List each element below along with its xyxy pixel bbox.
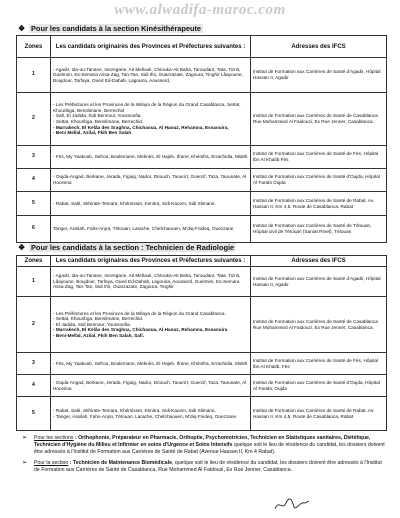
province-list <box>51 93 251 146</box>
zone-number: 2 <box>17 93 51 146</box>
province-line: - Les Préfectures et les Provinces de la Wilaya de la Région du Grand Casablanca. <box>53 310 226 316</box>
province-line: - El Jadida, Sidi Bennour, Youssoufia. <box>53 321 131 327</box>
zone-number: 2 <box>17 297 51 353</box>
province-line: - Les Préfectures et les Provinces de la Wilaya de la Région du Grand Casablanca, Settat, Khouribga, Benslimane, Berrechid <box>53 102 241 113</box>
province-line: - Rabat, Salé, Skhirate-Temara, Khémisset, Kenitra, Sidi-Kacem, Sidi Slimane, <box>53 407 216 413</box>
arrow-bullet-icon: ➢ <box>22 459 28 466</box>
table-row <box>17 297 387 353</box>
province-list <box>51 397 251 431</box>
table-row <box>17 216 387 243</box>
institute-address: Institut de Formation aux Carrières de Santé de Rabat, Av. Hassan II, Km 4,5, Route de Casablanca, Rabat <box>251 397 387 431</box>
footer-notes <box>22 435 386 477</box>
table-row <box>17 169 387 192</box>
section-title-text: Pour les candidats à la section Kinésithérapeute <box>31 24 202 33</box>
zone-number: 3 <box>17 353 51 375</box>
footer-sections: : Orthophonie, Préparateur en Pharmacie, Orthoptie, Psychomotricien, Technicien en Statistiques sanitaires, Diététique, Technicien d'Hygiène du Milieu et Infirmier en soins d'Urgence et Soins Intensifs <box>34 435 371 449</box>
table-row <box>17 146 387 169</box>
table-row <box>17 397 387 431</box>
province-list <box>51 169 251 192</box>
province-list <box>51 216 251 243</box>
table-row <box>17 58 387 93</box>
province-line: - Fès, My Yaakoub, Sefrou, Boulemane, Meknès, El Hajeb, Ifrane, Khénifra, Errachidia, Midelt <box>53 360 248 366</box>
province-line: - Agadir, Ida-ou-Tanane, Inezegane, Ait Mellouk, Chtouka-Ait Baha, Taroudant, Tata, Tiznit, Guelmim, Es-Semara Assa-Zag, Tan-Tan, Sidi Ifni, Ouarzazate, Zagoura, Tinghir Lâayoune, Boujdour, Tarfaya, Oued Ed-Dahab, Lagouira, Aousserd, <box>53 66 243 83</box>
table-row <box>17 93 387 146</box>
province-list <box>51 267 251 297</box>
institute-address: Institut de Formation aux Carrières de Santé de Casablanca Rue Mohammed Al Faidouzi, Ex Rue Jenner, Casablanca. <box>251 297 387 353</box>
institute-address: Institut de Formation aux Carrières de Santé d'Oujda, Hôpital Al Farabi, Oujda <box>251 375 387 397</box>
footer-paragraph <box>22 459 386 474</box>
footer-lead: Pour les sections <box>34 435 74 441</box>
province-list <box>51 58 251 93</box>
province-line: - Agadir, Ida-ou-Tanane, Inezegane, Ait Mellouk, Chtouka-Ait Baha, Taroudant, Tata, Tiznit, Lâayoune, Boujdour, Tarfaya, Oued Ed-Dahab, Lagouira, Aousserd, Guelmim, Es-Semara Assa-Zag, Tan-Tan, Sidi Ifni, Ouarzazate, Zagoura, Tinghir <box>53 273 241 290</box>
radiologie-table <box>16 255 387 431</box>
province-line: Tanger, Assilah, Fahs-Anjra, Tétouan, Larache, Chefchaouen, M'diq-Fnideq, Ouezzane <box>53 226 234 232</box>
province-line: - Fès, My Yaakoub, Sefrou, Boulemane, Meknès, El Hajeb, Ifrane, Khénifra, Errachidia, Midelt <box>53 154 248 160</box>
footer-text: , quelque soit le lieu de résidence du candidat, les dossiers doivent être adressés à l'Institut de Formation aux Carrières de Santé de Casablanca, Rue Mohammed Al Faidouzi, Ex Rue Jenner, Casablanca. <box>34 459 382 473</box>
diamond-bullet-icon: ❖ <box>18 243 26 252</box>
province-line: - Settat, Khouribga, Benslimane, Berrechid. <box>53 119 144 124</box>
section-title-text: Pour les candidats à la section : Technicien de Radiologie <box>31 243 235 252</box>
zone-number: 1 <box>17 58 51 93</box>
header-provinces: Les candidats originaires des Provinces et Préfectures suivantes : <box>51 256 251 267</box>
section-title-radiologie <box>18 243 236 252</box>
zone-number: 4 <box>17 169 51 192</box>
header-institutes: Adresses des IFCS <box>251 36 387 58</box>
province-line: - Tanger, Assilah, Fahs-Anjra, Tétouan, Larache, Chefchaouen, M'diq-Fnideq, Ouezzane <box>53 413 237 419</box>
province-line: - Safi, El Jadida, Sidi Bennour, Youssoufia. <box>53 113 142 119</box>
zone-number: 6 <box>17 216 51 243</box>
province-list <box>51 297 251 353</box>
footer-paragraph <box>22 435 386 457</box>
header-institutes: Adresses des IFCS <box>251 256 387 267</box>
province-list <box>51 146 251 169</box>
institute-address: Institut de Formation aux Carrières de Santé de Tétouan, Hôpital civil de Tétouan (Saniat Rmel), Tétouan <box>251 216 387 243</box>
province-line: - Beni-Mellal, Azilal, Fkih Ben Salah, Safi. <box>53 332 144 338</box>
province-list <box>51 192 251 216</box>
province-line: - Marrakech, El Kelâa des Sraghna, Chichaoua, Al Haouz, Rehamna, Essaouira <box>53 327 228 333</box>
header-provinces: Les candidats originaires des Provinces et Préfectures suivantes : <box>51 36 251 58</box>
province-list <box>51 353 251 375</box>
footer-sections: : Technicien de Maintenance Biomédicale <box>68 459 173 466</box>
province-line: - Oujda-Angad, Berkane, Jerada, Figuig, Nador, Driouch, Taourirt, Guercif, Taza, Taounate, Al Hoceima <box>53 174 247 185</box>
table-row <box>17 375 387 397</box>
footer-lead: Pour la section <box>34 459 69 466</box>
zone-number: 5 <box>17 397 51 431</box>
province-line: - Rabat, Salé, Skhirate-Temara, Khémisset, Kenitra, Sidi-Kacem, Sidi Slimane. <box>53 200 216 206</box>
section-title-kinesitherapeute <box>18 24 203 33</box>
table-row <box>17 192 387 216</box>
header-zones: Zones <box>17 36 51 58</box>
signature-scribble <box>272 497 312 513</box>
province-line: - Settat, Khouribga, Benslimane, Berrechid. <box>53 316 144 322</box>
institute-address: Institut de Formation aux Carrières de Santé d'Oujda, Hôpital Al Farabi Oujda <box>251 169 387 192</box>
header-zones: Zones <box>17 256 51 267</box>
institute-address: Institut de Formation aux Carrières de Santé de Fès, Hôpital Ibn Al Khatib Fès <box>251 146 387 169</box>
province-list <box>51 375 251 397</box>
institute-address: Institut de Formation aux Carrières de Santé d'Agadir, Hôpital Hassan II, Agadir <box>251 267 387 297</box>
table-row <box>17 353 387 375</box>
institute-address: Institut de Formation aux Carrières de Santé d'Agadir, Hôpital Hassan II, Agadir <box>251 58 387 93</box>
province-line: - Beni Mellal, Azilal, Fkih Ben Salah <box>53 130 132 136</box>
zone-number: 5 <box>17 192 51 216</box>
zone-number: 1 <box>17 267 51 297</box>
institute-address: Institut de Formation aux Carrières de Santé de Fès, Hôpital Ibn Al Khatib, Fès <box>251 353 387 375</box>
institute-address: Institut de Formation aux Carrières de Santé de Casablanca Rue Mohammed Al Faidouzi, Ex Rue Jenner, Casablanca. <box>251 93 387 146</box>
institute-address: Institut de Formation aux Carrières de Santé de Rabat, Av. Hassan II, Km 4,5, Route de Casablanca, Rabat <box>251 192 387 216</box>
province-line: - Oujda-Angad, Berkane, Jerada, Figuig, Nador, Driouch, Taourirt, Guercif, Taza, Taounate, Al Hoceima <box>53 379 247 391</box>
table-row <box>17 267 387 297</box>
province-line: - Marrakech, El Kelâa des Sraghna, Chichaoua, Al Haouz, Rehamna, Essaouira, <box>53 124 229 130</box>
watermark: www.alwadifa-maroc.com <box>114 2 286 18</box>
zone-number: 3 <box>17 146 51 169</box>
zone-number: 4 <box>17 375 51 397</box>
arrow-bullet-icon: ➢ <box>22 435 28 441</box>
footer-text: quelque soit le lieu de résidence du candidat, les dossiers doivent être adressés à l'Institut de Formation aux Carrières de Santé de Rabat (Avenue Hassan II, Km 4 Rabat). <box>34 442 385 456</box>
diamond-bullet-icon: ❖ <box>18 24 26 33</box>
kinesitherapeute-table <box>16 35 387 243</box>
